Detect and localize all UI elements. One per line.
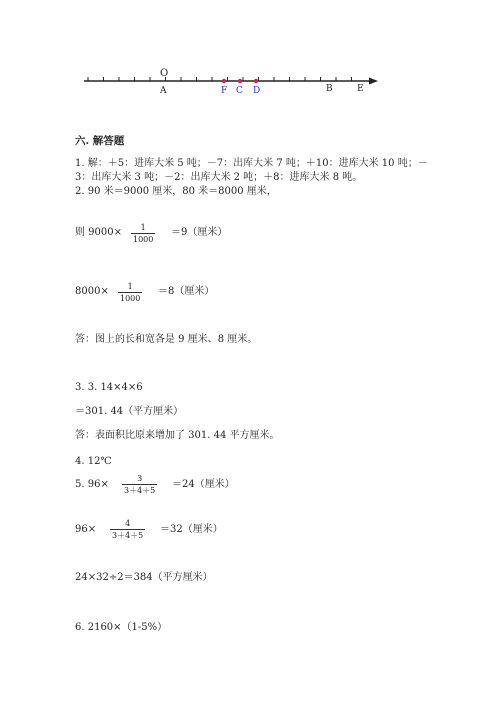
q1-line-2: 3：出库大米 3 吨；－2：出库大米 2 吨；＋8：进库大米 8 吨。: [75, 172, 363, 183]
point-label-f: F: [221, 86, 228, 96]
q5-calc-1-prefix: 5. 96×: [75, 479, 109, 490]
q3-answer: 答：表面积比原来增加了 301. 44 平方厘米。: [75, 430, 280, 441]
number-line-axis: [84, 77, 378, 85]
q4-answer: 4. 12℃: [75, 456, 112, 467]
fraction-1-over-1000: [131, 222, 155, 245]
q2-calc-1-result: ＝9（厘米）: [171, 227, 228, 238]
q5-calc-2-result: ＝32（厘米）: [160, 524, 223, 535]
fraction-4-over-sum: [110, 518, 145, 541]
q2-line-1: 2. 90 米＝9000 厘米，80 米＝8000 厘米，: [75, 186, 277, 197]
fraction-denominator: 1000: [133, 235, 154, 244]
fraction-denominator: 3＋4＋5: [124, 486, 156, 495]
number-line: [0, 0, 500, 100]
q5-area: 24×32÷2＝384（平方厘米）: [75, 572, 213, 583]
q3-line-2: ＝301. 44（平方厘米）: [75, 406, 184, 417]
q5-calc-2-prefix: 96×: [75, 524, 97, 535]
fraction-numerator: 1: [127, 282, 133, 291]
fraction-3-over-sum: [122, 473, 157, 496]
fraction-numerator: 4: [125, 519, 131, 528]
q2-calc-2-result: ＝8（厘米）: [158, 286, 215, 297]
origin-label: O: [160, 68, 169, 79]
q1-line-1: 1. 解：＋5：进库大米 5 吨；－7：出库大米 7 吨；＋10：进库大米 10 吨；－: [75, 158, 428, 169]
fraction-denominator: 1000: [120, 294, 141, 303]
section-title: 六. 解答题: [75, 135, 125, 147]
highlight-point: [254, 79, 258, 83]
q2-calc-1-prefix: 则 9000×: [75, 227, 123, 238]
fraction-numerator: 3: [137, 474, 143, 483]
q6-line: 6. 2160×（1-5%）: [75, 622, 168, 633]
point-label-a: A: [160, 86, 167, 96]
fraction-denominator: 3＋4＋5: [112, 531, 144, 540]
point-label-e: E: [357, 84, 364, 94]
q3-line-1: 3. 3. 14×4×6: [75, 382, 143, 393]
arrow-head-icon: [369, 78, 378, 85]
highlight-point: [238, 79, 242, 83]
q2-answer: 答：图上的长和宽各是 9 厘米、8 厘米。: [75, 334, 258, 345]
point-label-c: C: [236, 86, 243, 96]
q2-calc-2-prefix: 8000×: [75, 286, 109, 297]
q5-calc-1-result: ＝24（厘米）: [172, 479, 235, 490]
point-label-b: B: [326, 84, 333, 94]
highlight-point: [222, 79, 226, 83]
fraction-1-over-1000: [118, 281, 142, 304]
point-label-d: D: [253, 86, 261, 96]
fraction-numerator: 1: [140, 223, 146, 232]
